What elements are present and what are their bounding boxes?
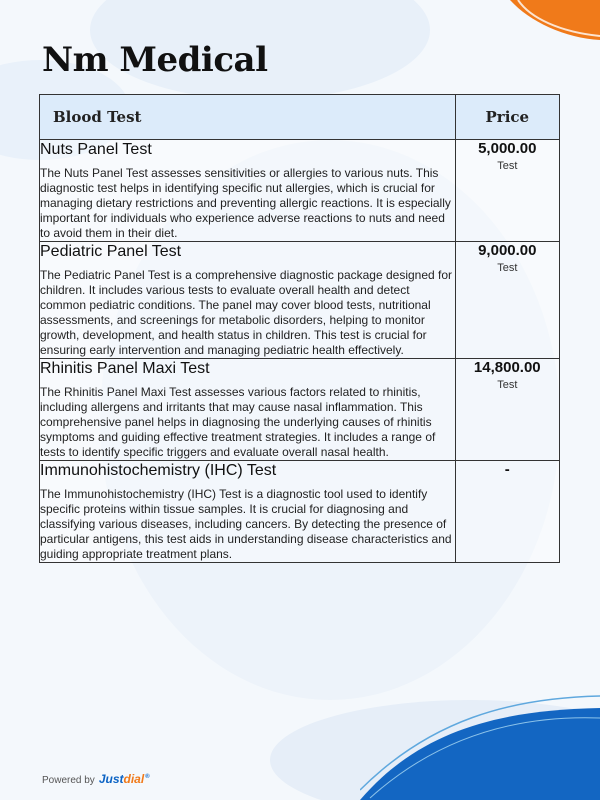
test-description: The Rhinitis Panel Maxi Test assesses various factors related to rhinitis, including allergens and irritants that may cause nasal inflammation. This comprehensive panel helps in diagnosing the underlying causes of rhinitis symptoms and guiding effective treatment strategies. It includes a range of tests to identify specific triggers and evaluate overall nasal health.	[40, 385, 436, 459]
test-cell	[40, 359, 456, 461]
price-value: 14,800.00	[473, 359, 541, 376]
powered-by-label: Powered by	[42, 775, 95, 786]
page-title: Nm Medical	[42, 40, 268, 80]
test-description: The Nuts Panel Test assesses sensitivities or allergies to various nuts. This diagnostic test helps in identifying specific nut allergies, which is crucial for managing dietary restrictions and preventing allergic reactions. It is especially important for individuals who experience adverse reactions to nuts and need to avoid them in their diet.	[40, 166, 451, 240]
footer	[42, 772, 150, 786]
price-unit: Test	[497, 160, 518, 172]
test-name: Rhinitis Panel Maxi Test	[40, 360, 210, 377]
price-unit: Test	[497, 262, 518, 274]
price-table	[39, 94, 560, 563]
test-name: Nuts Panel Test	[40, 141, 152, 158]
test-name: Pediatric Panel Test	[40, 243, 182, 260]
table-row	[40, 140, 560, 242]
justdial-logo[interactable]	[99, 772, 150, 786]
header-price: Price	[455, 95, 559, 140]
price-cell	[455, 461, 559, 563]
test-name: Immunohistochemistry (IHC) Test	[40, 462, 277, 479]
brand-mark: ®	[145, 774, 150, 780]
bottom-wave-shape	[360, 690, 600, 800]
brand-name-part2: dial	[123, 772, 145, 786]
price-value: 5,000.00	[478, 140, 537, 157]
test-description: The Immunohistochemistry (IHC) Test is a diagnostic tool used to identify specific proteins within tissue samples. It is crucial for diagnosing and classifying various diseases, including cancers. By detecting the presence of particular antigens, this test aids in understanding disease characteristics and guiding appropriate treatment plans.	[40, 487, 452, 561]
table-row	[40, 461, 560, 563]
price-unit: Test	[497, 379, 518, 391]
test-description: The Pediatric Panel Test is a comprehensive diagnostic package designed for children. It includes various tests to evaluate overall health and detect common pediatric conditions. The panel may cover blood tests, nutritional assessments, and screenings for metabolic disorders, helping to monitor growth, development, and health status in children. This test is crucial for ensuring early intervention and managing pediatric health effectively.	[40, 268, 453, 357]
table-row	[40, 359, 560, 461]
test-cell	[40, 461, 456, 563]
price-value: 9,000.00	[478, 242, 537, 259]
header-blood-test: Blood Test	[40, 95, 456, 140]
table-row	[40, 242, 560, 359]
price-cell	[455, 359, 559, 461]
brand-name-part1: Just	[98, 772, 124, 786]
test-cell	[40, 140, 456, 242]
test-cell	[40, 242, 456, 359]
table-header-row	[40, 95, 560, 140]
price-cell	[455, 140, 559, 242]
price-value: -	[504, 461, 510, 478]
price-cell	[455, 242, 559, 359]
corner-orange-shape	[510, 0, 600, 40]
